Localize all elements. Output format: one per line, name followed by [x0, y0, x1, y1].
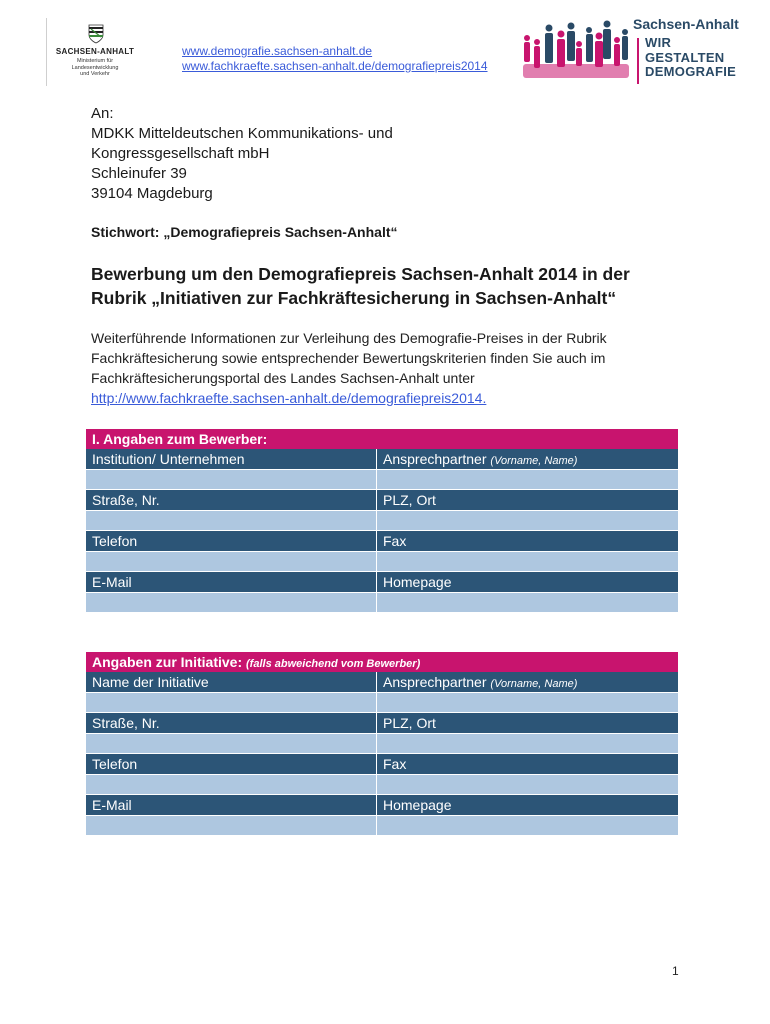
ministry-name: Ministerium für Landesentwicklung und Verkehr [71, 58, 119, 77]
field-label-row: E-Mail Homepage [86, 794, 678, 815]
address-line: An: [91, 105, 114, 122]
people-silhouettes-icon [521, 20, 631, 84]
logo-slogan: WIR GESTALTEN DEMOGRAFIE [645, 35, 737, 79]
contact-person-input[interactable] [377, 470, 678, 490]
address-line: MDKK Mitteldeutschen Kommunikations- und [91, 125, 393, 142]
ministry-logo [46, 18, 143, 86]
recipient-address [91, 104, 393, 204]
field-label-row: Straße, Nr. PLZ, Ort [86, 489, 678, 510]
homepage-input[interactable] [377, 593, 678, 613]
initiative-phone-input[interactable] [86, 775, 376, 795]
header-links [182, 44, 488, 74]
applicant-form [86, 429, 678, 612]
field-label-row: Telefon Fax [86, 530, 678, 551]
keyword-line: Stichwort: „Demografiepreis Sachsen-Anhalt“ [91, 224, 398, 240]
initiative-name-input[interactable] [86, 693, 376, 713]
initiative-email-input[interactable] [86, 816, 376, 836]
field-label-row: Institution/ Unternehmen Ansprechpartner (Vorname, Name) [86, 449, 678, 469]
fax-input[interactable] [377, 552, 678, 572]
street-input[interactable] [86, 511, 376, 531]
initiative-form [86, 652, 678, 835]
state-crest-icon [88, 24, 104, 44]
fachkraefte-link[interactable]: www.fachkraefte.sachsen-anhalt.de/demografiepreis2014 [182, 59, 488, 73]
page-header [0, 0, 770, 95]
state-name: SACHSEN-ANHALT [55, 47, 135, 56]
section-title: I. Angaben zum Bewerber: [86, 429, 678, 449]
field-input-row [86, 815, 678, 835]
field-label-row: Name der Initiative Ansprechpartner (Vorname, Name) [86, 672, 678, 692]
initiative-contact-input[interactable] [377, 693, 678, 713]
field-input-row [86, 774, 678, 794]
section-title: Angaben zur Initiative: (falls abweichend vom Bewerber) [86, 652, 678, 672]
phone-input[interactable] [86, 552, 376, 572]
intro-paragraph: Weiterführende Informationen zur Verleihung des Demografie-Preises in der Rubrik Fachkräftesicherung sowie entsprechender Bewertungskriterien finden Sie auch im Fachkräftesicherungsportal des Landes Sachsen-Anhalt unter http://www.fachkraefte.sachsen-anhalt.de/demografiepreis2014. [91, 330, 607, 406]
field-input-row [86, 733, 678, 753]
field-input-row [86, 551, 678, 571]
field-input-row [86, 692, 678, 712]
page-number: 1 [672, 964, 679, 978]
field-label-row: Straße, Nr. PLZ, Ort [86, 712, 678, 733]
initiative-fax-input[interactable] [377, 775, 678, 795]
field-label-row: Telefon Fax [86, 753, 678, 774]
address-line: 39104 Magdeburg [91, 185, 213, 202]
zip-city-input[interactable] [377, 511, 678, 531]
institution-input[interactable] [86, 470, 376, 490]
address-line: Schleinufer 39 [91, 165, 187, 182]
field-input-row [86, 469, 678, 489]
field-input-row [86, 510, 678, 530]
document-heading: Bewerbung um den Demografiepreis Sachsen-Anhalt 2014 in der Rubrik „Initiativen zur Fachkräftesicherung in Sachsen-Anhalt“ [91, 264, 630, 308]
field-input-row [86, 592, 678, 612]
info-portal-link[interactable]: http://www.fachkraefte.sachsen-anhalt.de/demografiepreis2014. [91, 390, 487, 406]
logo-divider [637, 38, 639, 84]
demografie-logo [521, 14, 751, 86]
initiative-street-input[interactable] [86, 734, 376, 754]
email-input[interactable] [86, 593, 376, 613]
initiative-zip-city-input[interactable] [377, 734, 678, 754]
logo-state-name: Sachsen-Anhalt [633, 16, 739, 32]
field-label-row: E-Mail Homepage [86, 571, 678, 592]
address-line: Kongressgesellschaft mbH [91, 145, 270, 162]
initiative-homepage-input[interactable] [377, 816, 678, 836]
demografie-link[interactable]: www.demografie.sachsen-anhalt.de [182, 44, 373, 58]
